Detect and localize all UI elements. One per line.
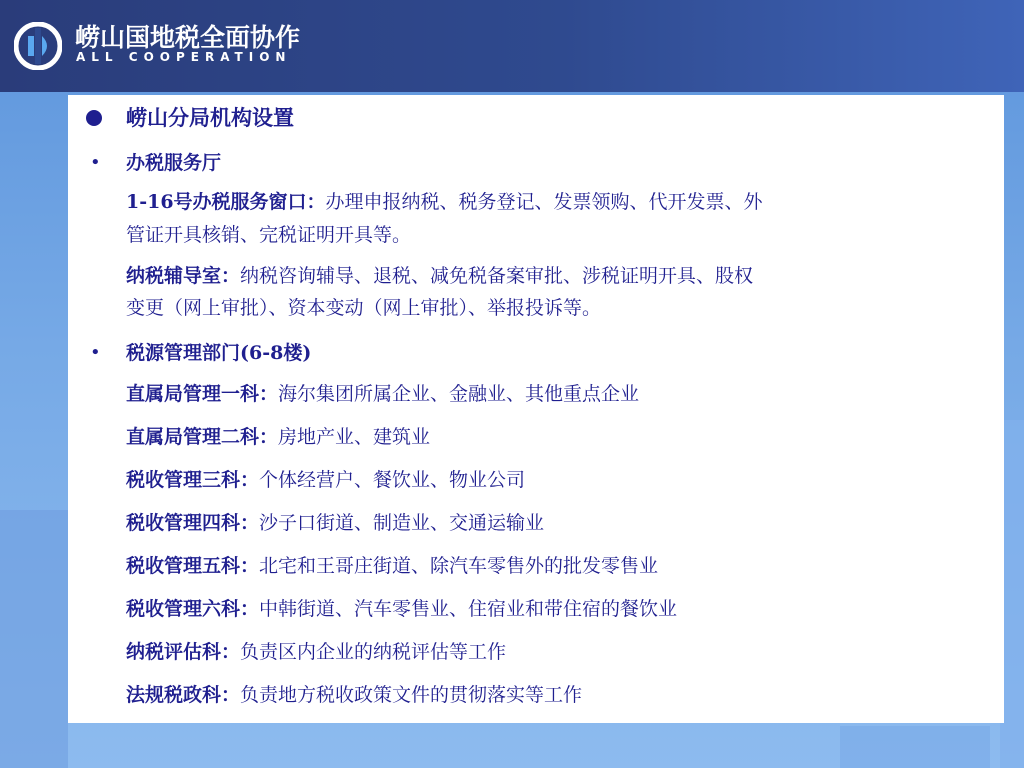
page-title: 崂山分局机构设置	[126, 105, 294, 130]
list-item	[126, 682, 582, 708]
bullet-icon: •	[90, 342, 101, 363]
tax-guidance-text: 纳税咨询辅导、退税、减免税备案审批、涉税证明开具、股权	[240, 265, 754, 287]
dept-label: 直属局管理二科：	[126, 426, 279, 448]
brand-title-en: ALL COOPERATION	[76, 50, 292, 64]
bullet-icon: •	[90, 152, 101, 173]
dept-label: 税收管理四科：	[126, 512, 260, 534]
tax-guidance-line2: 变更（网上审批）、资本变动（网上审批）、举报投诉等。	[126, 297, 602, 319]
list-item	[126, 639, 506, 665]
service-window-line2: 管证开具核销、完税证明开具等。	[126, 224, 412, 246]
dept-label: 纳税评估科：	[126, 641, 241, 663]
service-window-text: 办理申报纳税、税务登记、发票领购、代开发票、外	[325, 191, 763, 213]
dept-label: 直属局管理一科：	[126, 383, 279, 405]
service-window-line1	[126, 189, 763, 215]
brand-title-cn: 崂山国地税全面协作	[75, 23, 301, 52]
header-bar	[0, 0, 1024, 92]
list-item	[126, 596, 677, 622]
dept-text: 负责地方税收政策文件的贯彻落实等工作	[240, 684, 583, 706]
dept-label: 税收管理五科：	[126, 555, 260, 577]
dept-text: 北宅和王哥庄街道、除汽车零售外的批发零售业	[259, 555, 659, 577]
list-item	[126, 510, 544, 536]
list-item	[126, 553, 658, 579]
list-item	[126, 424, 430, 450]
service-window-label: 1-16号办税服务窗口：	[126, 191, 326, 213]
dept-text: 海尔集团所属企业、金融业、其他重点企业	[278, 383, 640, 405]
tax-guidance-label: 纳税辅导室：	[126, 265, 241, 287]
tax-guidance-line1	[126, 263, 753, 289]
dept-label: 税收管理六科：	[126, 598, 260, 620]
list-item	[126, 381, 639, 407]
section-heading-tax-source: 税源管理部门(6-8楼)	[126, 342, 312, 364]
dept-text: 个体经营户、餐饮业、物业公司	[259, 469, 526, 491]
list-item	[126, 467, 525, 493]
decor-block-left	[0, 510, 68, 768]
bullet-dot-icon	[86, 110, 102, 126]
dept-text: 负责区内企业的纳税评估等工作	[240, 641, 507, 663]
section-heading-service-hall: 办税服务厅	[126, 152, 222, 174]
dept-text: 沙子口街道、制造业、交通运输业	[259, 512, 545, 534]
decor-block-bottom-right	[840, 726, 990, 768]
dept-label: 法规税政科：	[126, 684, 241, 706]
dept-label: 税收管理三科：	[126, 469, 260, 491]
dept-text: 房地产业、建筑业	[278, 426, 431, 448]
dept-text: 中韩街道、汽车零售业、住宿业和带住宿的餐饮业	[259, 598, 678, 620]
logo-mark-icon	[14, 22, 62, 70]
